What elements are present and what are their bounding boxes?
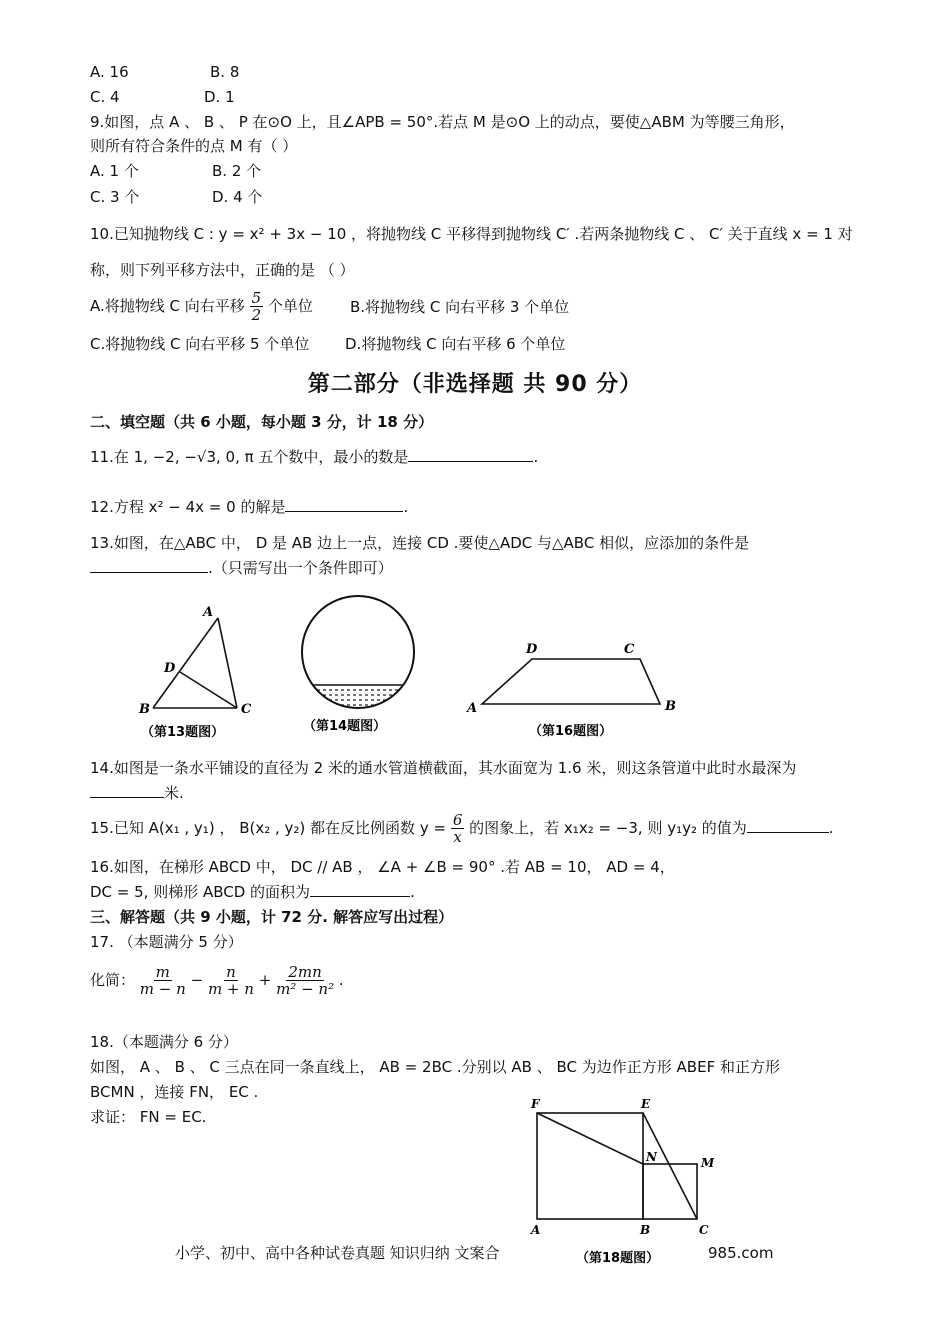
fraction-1: $\frac{m}{m - n}$	[139, 963, 186, 998]
q10-option-a: A.将抛物线 C 向右平移 $\frac{5}{2}$ 个单位	[90, 289, 313, 324]
fig18-label-c: C	[699, 1223, 709, 1237]
answer-blank	[90, 558, 208, 573]
q13-stem-line2: .（只需写出一个条件即可）	[90, 558, 393, 578]
q9-stem-line1: 9.如图，点 A 、 B 、 P 在⊙O 上，且∠APB = 50°.若点 M 是⊙O 上的动点，要使△ABM 为等腰三角形，	[90, 113, 795, 131]
q16-stem-line2: DC = 5, 则梯形 ABCD 的面积为 .	[90, 883, 415, 901]
q14-stem-line1: 14.如图是一条水平铺设的直径为 2 米的通水管道横截面，其水面宽为 1.6 米，则这条管道中此时水最深为	[90, 759, 797, 777]
q12-stem: 12.方程 x² − 4x = 0 的解是 .	[90, 498, 409, 516]
answer-blank	[408, 447, 533, 462]
part2-title: 第二部分（非选择题 共 90 分）	[307, 372, 643, 397]
q16-stem-line1: 16.如图，在梯形 ABCD 中， DC // AB ， ∠A + ∠B = 90° .若 AB = 10， AD = 4，	[90, 858, 675, 876]
q18-stem-line3: 求证： FN = EC.	[90, 1108, 207, 1126]
footer-text: 小学、初中、高中各种试卷真题 知识归纳 文案合	[175, 1244, 500, 1262]
q9-option-c: C. 3 个	[90, 188, 140, 206]
fig16-caption: （第16题图）	[529, 724, 613, 739]
q10-stem-line1: 10.已知抛物线 C : y = x² + 3x − 10 ，将抛物线 C 平移得到抛物线 C′ .若两条抛物线 C 、 C′ 关于直线 x = 1 对	[90, 225, 853, 243]
q8-option-d: D. 1	[204, 88, 235, 106]
fig16-label-b: B	[665, 699, 676, 714]
answer-blank	[747, 818, 829, 833]
fig16-label-c: C	[624, 642, 635, 657]
fig18-caption: （第18题图）	[576, 1251, 660, 1266]
figure-18-squares	[524, 1090, 724, 1270]
fig13-caption: （第13题图）	[141, 725, 225, 740]
q9-stem-line2: 则所有符合条件的点 M 有（ ）	[90, 137, 298, 155]
figure-14-pipe	[295, 590, 430, 740]
q8-option-b: B. 8	[210, 63, 240, 81]
answer-blank	[90, 783, 164, 798]
fig18-label-a: A	[531, 1223, 541, 1237]
answer-blank	[285, 497, 403, 512]
q18-header: 18.（本题满分 6 分）	[90, 1033, 238, 1051]
fraction-six-over-x: $\frac{6}{x}$	[452, 811, 463, 846]
fig18-label-f: F	[531, 1097, 540, 1111]
q11-stem: 11.在 1, −2, −√3, 0, π 五个数中，最小的数是 .	[90, 448, 539, 466]
section2-title: 二、填空题（共 6 小题，每小题 3 分，计 18 分）	[90, 413, 434, 431]
q9-option-d: D. 4 个	[212, 188, 263, 206]
fig14-caption: （第14题图）	[303, 719, 387, 734]
q18-stem-line1: 如图， A 、 B 、 C 三点在同一条直线上， AB = 2BC .分别以 AB 、 BC 为边作正方形 ABEF 和正方形	[90, 1058, 780, 1076]
fig16-label-a: A	[467, 701, 478, 716]
fig18-label-m: M	[701, 1156, 715, 1170]
fig13-label-c: C	[241, 702, 252, 717]
q9-option-b: B. 2 个	[212, 162, 262, 180]
answer-blank	[310, 882, 410, 897]
q10-stem-line2: 称，则下列平移方法中，正确的是 （ ）	[90, 261, 355, 279]
q13-stem-line1: 13.如图，在△ABC 中， D 是 AB 边上一点，连接 CD .要使△ADC 与△ABC 相似，应添加的条件是	[90, 534, 750, 552]
fig16-label-d: D	[526, 642, 538, 657]
q9-option-a: A. 1 个	[90, 162, 139, 180]
fig18-label-e: E	[641, 1097, 651, 1111]
figure-13-triangle	[135, 600, 265, 745]
fig13-label-d: D	[164, 661, 176, 676]
q10-option-b: B.将抛物线 C 向右平移 3 个单位	[350, 298, 570, 316]
fraction-2: $\frac{n}{m + n}$	[207, 963, 254, 998]
fraction-3: $\frac{2mn}{\text{m² − n²}}$	[276, 963, 335, 998]
q18-stem-line2: BCMN ，连接 FN， EC .	[90, 1083, 259, 1101]
figure-16-trapezoid	[462, 636, 682, 744]
fig13-label-a: A	[203, 605, 214, 620]
q8-option-c: C. 4	[90, 88, 120, 106]
q15-stem: 15.已知 A(x₁ , y₁) ， B(x₂ , y₂) 都在反比例函数 y = $\frac{6}{x}$ 的图象上，若 x₁x₂ = −3, 则 y₁y₂ 的值为 .	[90, 811, 834, 846]
section3-title: 三、解答题（共 9 小题，计 72 分. 解答应写出过程）	[90, 908, 454, 926]
fig13-label-b: B	[139, 702, 150, 717]
q17-expression: 化简： $\frac{m}{m - n}$ − $\frac{n}{m + n}$ + $\frac{2mn}{\text{m² − n²}}$ .	[90, 963, 344, 998]
fig18-label-b: B	[640, 1223, 651, 1237]
fig18-label-n: N	[646, 1150, 657, 1164]
fraction-five-halves: $\frac{5}{2}$	[251, 289, 262, 324]
q8-option-a: A. 16	[90, 63, 129, 81]
q14-stem-line2: 米.	[90, 783, 184, 803]
q10-option-d: D.将抛物线 C 向右平移 6 个单位	[345, 335, 566, 353]
q17-header: 17. （本题满分 5 分）	[90, 933, 243, 951]
q10-option-c: C.将抛物线 C 向右平移 5 个单位	[90, 335, 310, 353]
footer-site: 985.com	[708, 1244, 774, 1262]
